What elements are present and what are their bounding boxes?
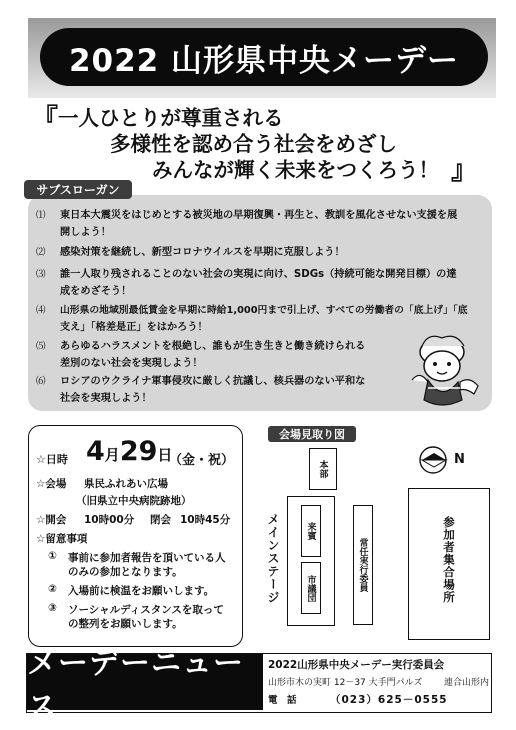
item-number: ⑶ <box>36 269 46 280</box>
footer-tel: （023）625－0555 <box>330 694 448 706</box>
date-month-unit: 月 <box>104 446 120 464</box>
date-label: ☆日時 <box>36 453 68 466</box>
item-text-line2: 成をめざそう！ <box>60 286 132 297</box>
note-number: ① <box>48 550 57 562</box>
date-day: 29 <box>119 436 158 467</box>
item-number: ⑴ <box>36 210 46 221</box>
item-text-line1: 東日本大震災をはじめとする被災地の早期復興・再生と、教訓を風化させない支援を展 <box>60 210 458 221</box>
news-title: メーデーニュース <box>27 654 263 710</box>
main-slogan-line2: 多様性を認め合う社会をめざし <box>110 132 397 156</box>
mascot-illustration <box>398 330 488 410</box>
sub-slogan-item <box>36 266 486 302</box>
sub-slogan-item <box>36 207 486 243</box>
item-text-line1: 山形県の地域別最低賃金を早期に時給1,000円まで引上げ、すべての労働者の「底上げ」「底 <box>60 305 468 316</box>
item-number: ⑵ <box>36 247 46 258</box>
sub-slogan-label: サブスローガン <box>24 180 132 199</box>
item-text-line2: 社会を実現しよう！ <box>60 393 152 404</box>
map-mayor: 市議団 <box>301 562 321 614</box>
item-number: ⑹ <box>36 376 46 387</box>
item-text-line1: 感染対策を継続し、新型コロナウイルスを早期に克服しよう！ <box>60 247 345 258</box>
item-number: ⑷ <box>36 305 46 316</box>
item-text-line2: 開しよう！ <box>60 227 111 238</box>
note-number: ③ <box>48 602 57 614</box>
north-label: N <box>454 452 465 467</box>
note-line2: のみの参加となります。 <box>68 566 183 578</box>
map-honbu: 本部 <box>309 448 337 490</box>
footer-tel-label: 電 話 <box>268 695 297 706</box>
item-text-line1: ロシアのウクライナ軍事侵攻に厳しく抗議し、核兵器のない平和な <box>60 376 366 387</box>
sub-slogan-item <box>36 373 406 409</box>
slogan-bracket-open: 『 <box>32 104 59 134</box>
date-month: 4 <box>86 436 105 467</box>
open-label: ☆開会 <box>36 514 67 526</box>
map-guest: 来賓 <box>301 505 321 557</box>
note-line1: 事前に参加者報告を頂いている人 <box>68 552 226 564</box>
sub-slogan-item <box>36 338 406 374</box>
event-date <box>86 436 172 467</box>
footer-address: 山形市木の実町 12－37 大手門パルズ <box>268 678 423 688</box>
date-weekday: （金・祝） <box>169 453 235 468</box>
note-line1: 入場前に検温をお願いします。 <box>68 585 215 597</box>
item-text-line1: 誰一人取り残されることのない社会の実現に向け、SDGs（持続可能な開発目標）の達 <box>60 269 457 280</box>
page-title: 2022 山形県中央メーデー <box>40 28 488 86</box>
footer-address-sub: 連合山形内 <box>444 678 490 688</box>
main-slogan-line1: 一人ひとりが尊重される <box>58 106 284 130</box>
open-time: 10時00分 <box>84 514 135 526</box>
date-day-unit: 日 <box>157 446 173 464</box>
note-line1: ソーシャルディスタンスを取って <box>68 604 224 616</box>
map-label: 会場見取り図 <box>268 426 356 442</box>
map-participants-label: 参加者集合場所 <box>442 516 456 604</box>
item-number: ⑸ <box>36 341 46 352</box>
note-line2: の整列をお願いします。 <box>68 618 183 630</box>
map-standing-committee: 常任実行委員 <box>353 505 373 625</box>
footer-org: 2022山形県中央メーデー実行委員会 <box>268 659 445 671</box>
main-slogan-line3: みんなが輝く未来をつくろう！ <box>152 158 439 182</box>
notes-label: ☆留意事項 <box>36 533 88 545</box>
slogan-bracket-close: 』 <box>451 156 478 186</box>
close-time: 10時45分 <box>180 514 231 526</box>
sub-slogan-item <box>36 244 486 262</box>
north-arrow-icon <box>418 444 454 476</box>
item-text-line2: 支え」「格差是正」をはかろう！ <box>60 322 208 333</box>
item-text-line1: あらゆるハラスメントを根絶し、誰もが生き生きと働き続けられる <box>60 341 366 352</box>
note-number: ② <box>48 583 57 595</box>
close-label: 閉会 <box>150 514 171 526</box>
item-text-line2: 差別のない社会を実現しよう！ <box>60 358 203 369</box>
venue-label: ☆会場 <box>36 478 67 490</box>
venue-name: 県民ふれあい広場 <box>84 478 168 490</box>
map-main-stage: メインステージ <box>266 513 280 604</box>
venue-note: （旧県立中央病院跡地） <box>76 495 192 507</box>
